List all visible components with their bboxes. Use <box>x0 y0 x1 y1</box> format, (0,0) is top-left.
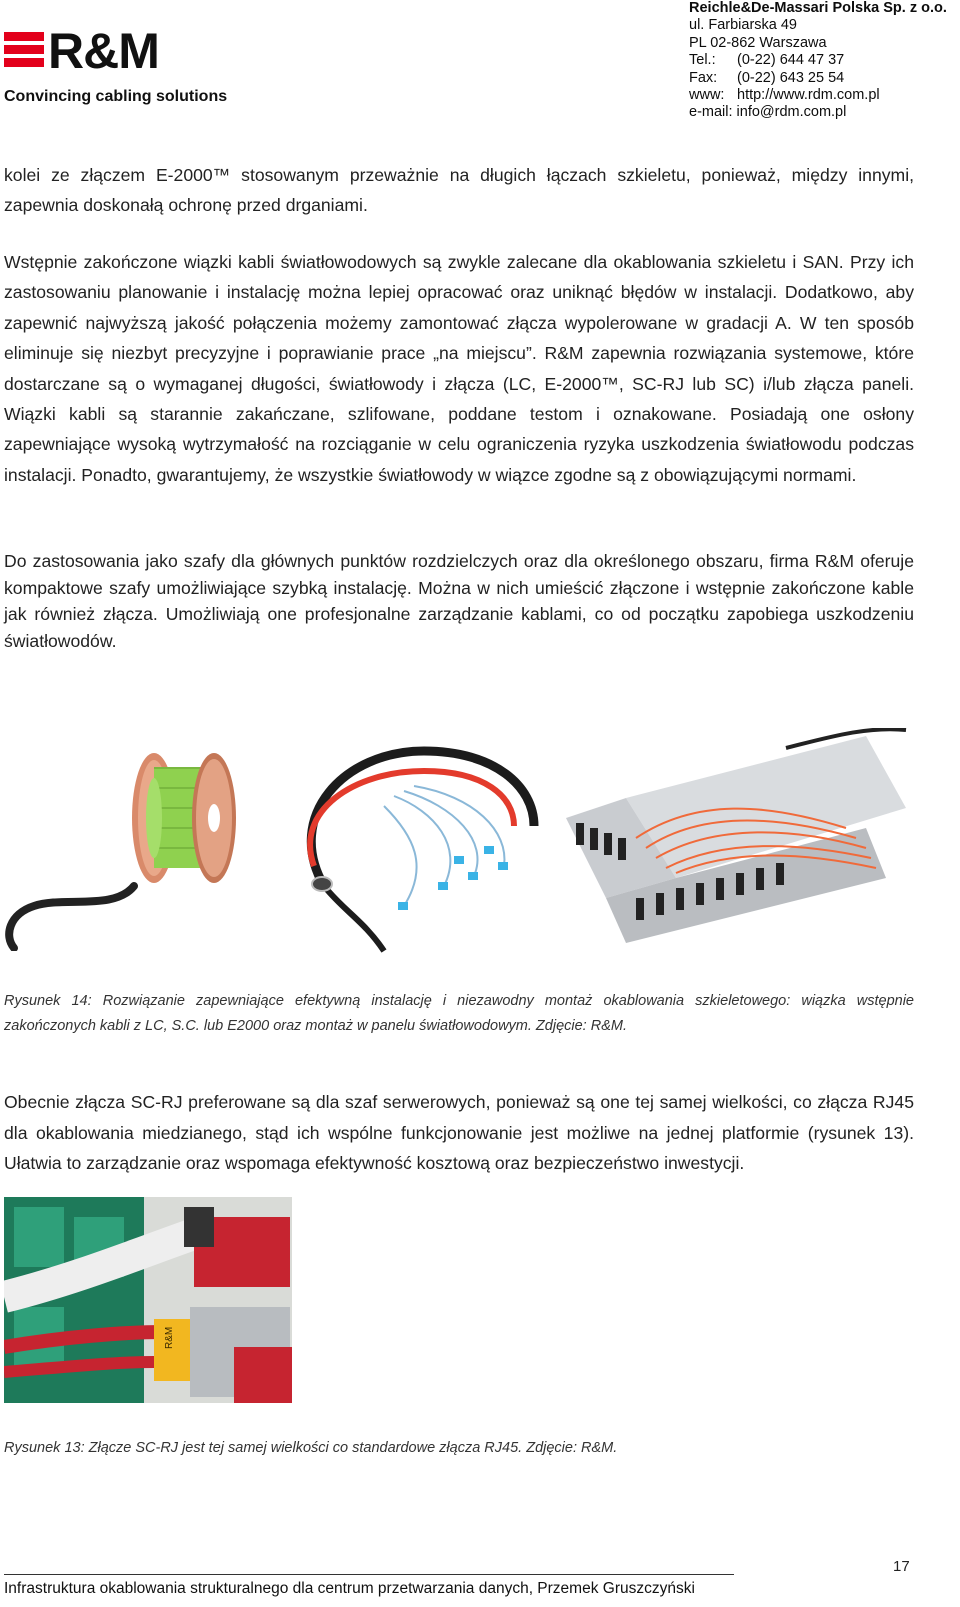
www-label: www: <box>689 87 725 104</box>
footer-text: Infrastruktura okablowania strukturalnego dla centrum przetwarzania danych, Przemek Gruszczyński <box>4 1580 695 1597</box>
company-name: Reichle&De-Massari Polska Sp. z o.o. <box>689 0 947 16</box>
company-city: PL 02-862 Warszawa <box>689 34 827 51</box>
fiber-harness-image <box>284 736 554 956</box>
www-link[interactable]: http://www.rdm.com.pl <box>737 87 880 104</box>
logo-slogan: Convincing cabling solutions <box>4 88 228 105</box>
footer-divider <box>4 1574 734 1575</box>
tel-value: (0-22) 644 47 37 <box>737 52 845 69</box>
connector-label: R&M <box>164 1326 175 1349</box>
fiber-patch-panel-image <box>566 728 918 946</box>
company-street: ul. Farbiarska 49 <box>689 17 797 34</box>
paragraph-1: kolei ze złączem E-2000™ stosowanym przeważnie na długich łączach szkieletu, ponieważ, między innymi, zapewnia doskonałą ochronę przed drganiami. <box>4 165 914 215</box>
figure-14-caption: Rysunek 14: Rozwiązanie zapewniające efektywną instalację i niezawodny montaż okablowania szkieletowego: wiązka wstępnie zakończonych kabli z LC, S.C. lub E2000 oraz montaż w panelu światłowodowym. Zdjęcie: R&M. <box>4 993 914 1034</box>
tel-label: Tel.: <box>689 52 716 69</box>
paragraph-4: Obecnie złącza SC-RJ preferowane są dla szaf serwerowych, ponieważ są one tej samej wielkości, co złącza RJ45 dla okablowania miedzianego, stąd ich wspólne funkcjonowanie jest możliwe na jednej platformie (rysunek 13). Ułatwia to zarządzanie oraz wspomaga efektywność kosztową oraz bezpieczeństwo inwestycji. <box>4 1092 914 1173</box>
company-www <box>689 87 959 104</box>
logo-text: R&M <box>48 23 159 79</box>
company-address-block <box>689 0 959 122</box>
company-logo <box>4 23 244 110</box>
logo-bars-icon <box>4 32 44 74</box>
figure-13-caption: Rysunek 13: Złącze SC-RJ jest tej samej wielkości co standardowe złącza RJ45. Zdjęcie: R&M. <box>4 1440 618 1456</box>
paragraph-2: Wstępnie zakończone wiązki kabli światłowodowych są zwykle zalecane dla okablowania szkieletu i SAN. Przy ich zastosowaniu planowanie i instalację można lepiej opracować oraz uniknąć błędów w instalacji. Dodatkowo, aby zapewnić najwyższą jakość połączenia możemy zamontować złącza wypolerowane w gradacji A. W ten sposób eliminuje się niezbyt precyzyjne i poprawianie prace „na miejscu”. R&M zapewnia rozwiązania systemowe, które dostarczane są o wymaganej długości, światłowody i złącza (LC, E-2000™, SC-RJ lub SC) i/lub złącza paneli. Wiązki kabli są starannie zakańczane, szlifowane, poddane testom i oznakowane. Posiadają one osłony zapewniające wysoką wytrzymałość na rozciąganie w celu ograniczenia ryzyka uszkodzenia światłowodu podczas instalacji. Ponadto, gwarantujemy, że wszystkie światłowody w wiązce zgodne są z obowiązującymi normami. <box>4 252 914 485</box>
fax-value: (0-22) 643 25 54 <box>737 69 845 86</box>
fax-label: Fax: <box>689 69 718 86</box>
fiber-cable-spool-image <box>4 736 254 951</box>
company-tel <box>689 52 959 69</box>
paragraph-3: Do zastosowania jako szafy dla głównych punktów rozdzielczych oraz dla określonego obszaru, firma R&M oferuje kompaktowe szafy umożliwiające szybką instalację. Można w nich umieścić złączone i wstępnie zakończone kable jak również złącza. Umożliwiają one profesjonalne zarządzanie kablami, co od początku zapobiega uszkodzeniu światłowodów. <box>4 551 914 651</box>
company-fax <box>689 70 959 87</box>
page-number: 17 <box>893 1558 910 1575</box>
company-email[interactable]: e-mail: info@rdm.com.pl <box>689 104 847 121</box>
sc-rj-connector-image <box>4 1197 292 1403</box>
